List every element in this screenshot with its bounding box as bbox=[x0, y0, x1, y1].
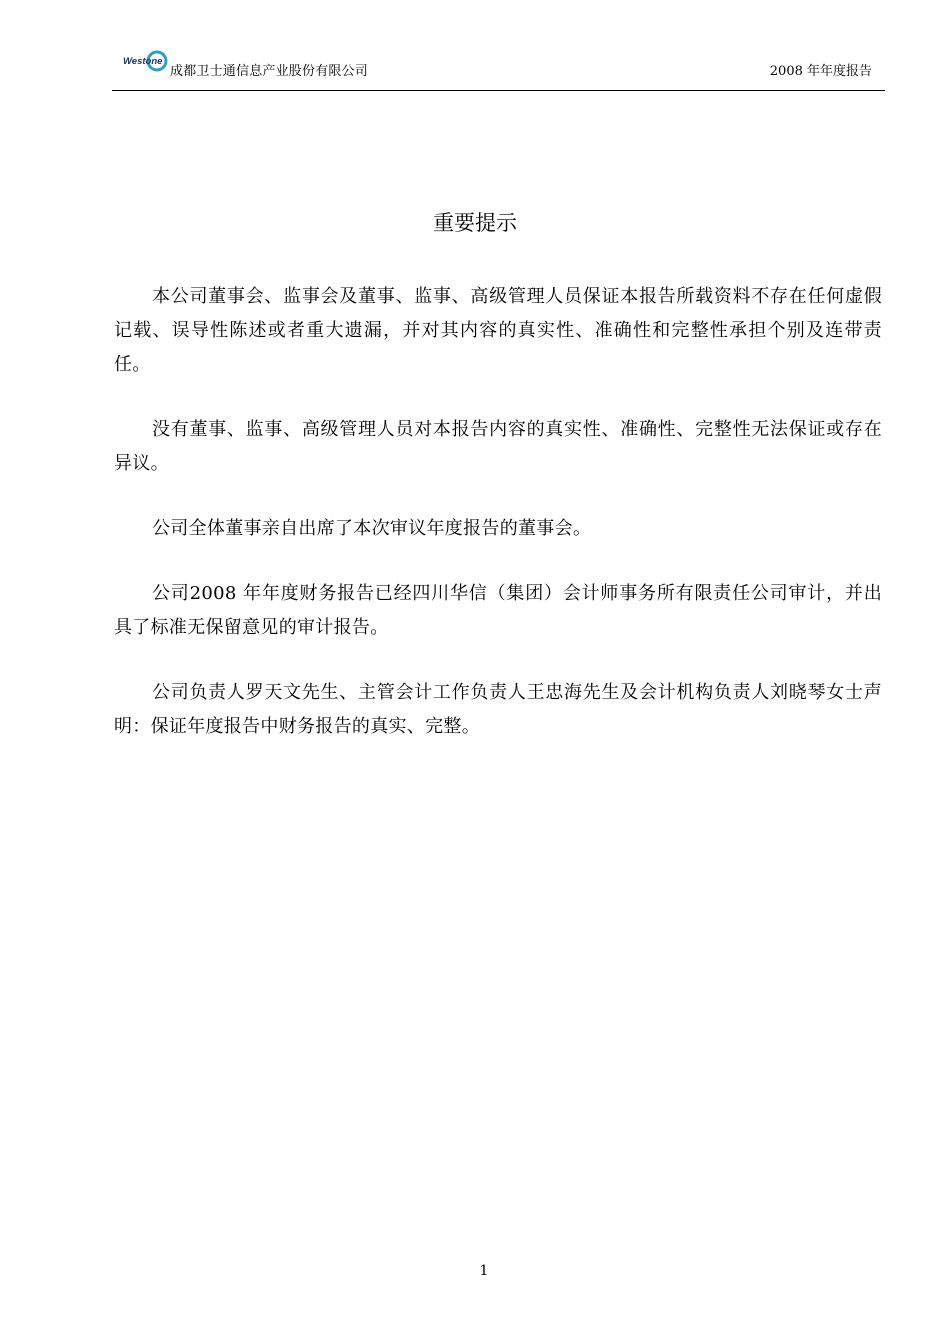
westone-logo bbox=[122, 48, 168, 74]
document-title: 重要提示 bbox=[433, 211, 517, 235]
paragraph-no-objection: 没有董事、监事、高级管理人员对本报告内容的真实性、准确性、完整性无法保证或存在异议。 bbox=[114, 419, 882, 474]
paragraph-responsibility: 本公司董事会、监事会及董事、监事、高级管理人员保证本报告所载资料不存在任何虚假记载、误导性陈述或者重大遗漏，并对其内容的真实性、准确性和完整性承担个别及连带责任。 bbox=[114, 286, 882, 375]
document-body bbox=[114, 280, 882, 775]
report-title: 2008 年年度报告 bbox=[769, 64, 872, 79]
logo-text: Westone bbox=[123, 56, 163, 67]
paragraph-declaration: 公司负责人罗天文先生、主管会计工作负责人王忠海先生及会计机构负责人刘晓琴女士声明：保证年度报告中财务报告的真实、完整。 bbox=[114, 682, 882, 737]
paragraph-audit: 公司2008 年年度财务报告已经四川华信（集团）会计师事务所有限责任公司审计，并出具了标准无保留意见的审计报告。 bbox=[114, 583, 882, 638]
paragraph-board-attendance: 公司全体董事亲自出席了本次审议年度报告的董事会。 bbox=[152, 518, 592, 539]
page-header bbox=[112, 44, 885, 91]
page-number: 1 bbox=[479, 1263, 489, 1279]
company-name: 成都卫士通信息产业股份有限公司 bbox=[170, 64, 369, 79]
